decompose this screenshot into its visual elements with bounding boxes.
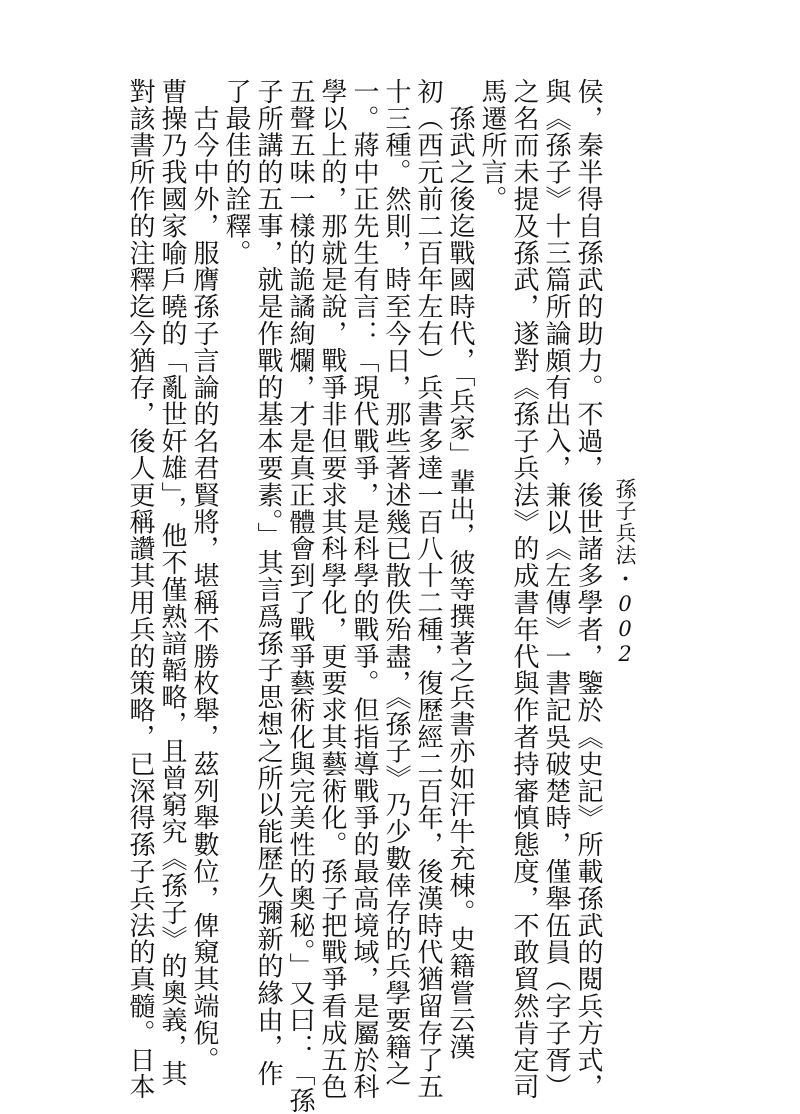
text-column: 子所講的五事，就是作戰的基本要素。」其言爲孫子思想之所以能歷久彌新的緣由，作 [253, 78, 283, 1088]
text-column: 初（西元前二百年左右）兵書多達一百八十二種，復歷經二百年，後漢時代猶留存了五 [413, 78, 443, 1101]
running-header [610, 478, 640, 667]
header-separator: · [613, 566, 638, 592]
text-column: 古今中外，服膺孫子言論的名君賢將，堪稱不勝枚舉，茲列舉數位，俾窺其端倪。 [189, 78, 219, 1074]
text-column: 了最佳的詮釋。 [221, 78, 251, 267]
text-column: 之名而未提及孫武，遂對《孫子兵法》的成書年代與作者持審慎態度，不敢貿然肯定司 [509, 78, 539, 1101]
text-column: 與《孫子》十三篇所論頗有出入，兼以《左傳》一書記吳破楚時，僅舉伍員（字子胥） [541, 78, 571, 1101]
text-column: 對該書所作的注釋迄今猶存，後人更稱讚其用兵的策略，已深得孫子兵法的真髓。日本 [125, 78, 155, 1101]
text-column: 孫武之後迄戰國時代，「兵家」輩出，彼等撰著之兵書亦如汗牛充棟。史籍嘗云漢 [445, 78, 475, 1061]
page-number: 002 [613, 592, 637, 667]
book-title: 孫子兵法 [613, 478, 637, 566]
text-column: 一。蔣中正先生有言：「現代戰爭，是科學的戰爭。但指導戰爭的最高境域，是屬於科 [349, 78, 379, 1101]
text-column: 馬遷所言。 [477, 78, 507, 213]
text-column: 五聲五味一樣的詭譎絢爛，才是真正體會到了戰爭藝術化與完美性的奧秘。」又曰：「孫 [285, 78, 315, 1114]
text-column: 十三種。然則，時至今日，那些著述幾已散佚殆盡，《孫子》乃少數倖存的兵學要籍之 [381, 78, 411, 1088]
text-column: 曹操乃我國家喻戶曉的「亂世奸雄」，他不僅熟諳韜略，且曾窮究《孫子》的奧義，其 [157, 78, 187, 1088]
text-column: 學以上的，那就是說，戰爭非但要求其科學化，更要求其藝術化。孫子把戰爭看成五色 [317, 78, 347, 1101]
text-column: 侯，秦半得自孫武的助力。不過，後世諸多學者，鑒於《史記》所載孫武的閱兵方式， [573, 78, 603, 1101]
